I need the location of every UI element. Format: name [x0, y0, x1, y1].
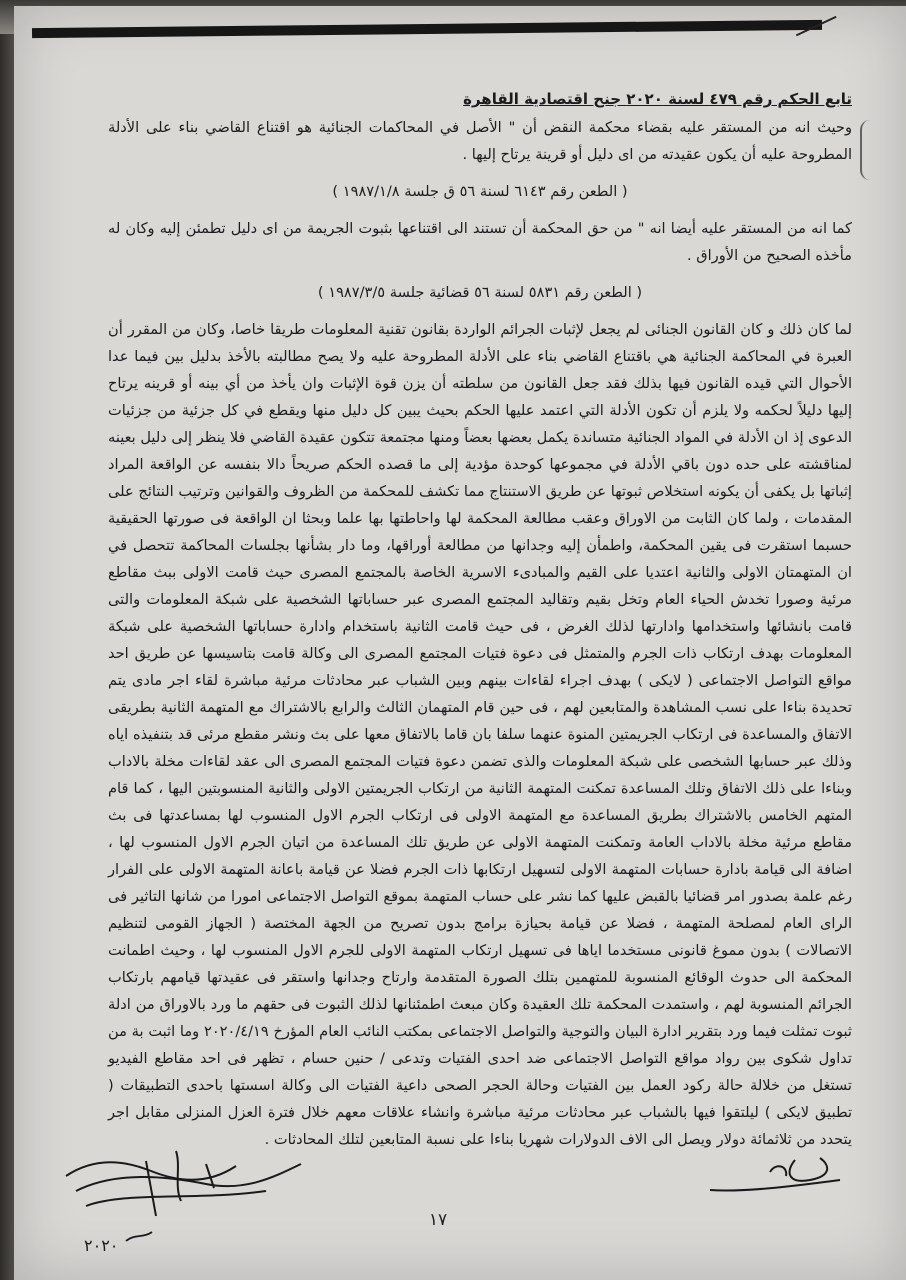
paragraph-3: لما كان ذلك و كان القانون الجنائى لم يجعل لإثبات الجرائم الواردة بقانون تقنية المعلومات طريقا خاصا، وكان من المقرر أن العبرة في المحاكمة الجنائية هي باقتناع القاضي بناء على الأدلة المطروحة عليه ولا يصح مطالبته بالأخذ بدليل بين فيما عدا الأحوال التي قيده القانون فيها بذلك فقد جعل القانون من سلطته أن يزن قوة الإثبات وان يأخذ من أي بينه أو قرينه يرتاح إليها دليلاً لحكمه ولا يلزم أن تكون الأدلة التي اعتمد عليها الحكم بحيث يبين كل دليل منها ويقطع في كل جزئية من جزئيات الدعوى إذ ان الأدلة في المواد الجنائية متساندة يكمل بعضها بعضاً ومنها مجتمعة تتكون عقيدة القاضي فلا ينظر إلى دليل بعينه لمناقشته على حده دون باقي الأدلة في مجموعها كوحدة مؤدية إلى ما قصده الحكم صريحاً دالا بنفسه عن الواقعة المراد إثباتها بل يكفى أن يكونه استخلاص ثبوتها عن طريق الاستنتاج مما تكشف للمحكمة من الظروف والقوانين وترتيب النتائج على المقدمات ، ولما كان الثابت من الاوراق وعقب مطالعة المحكمة لها واحاطتها بها علما وبحثا ان الواقعة فى صورتها الحقيقية حسبما استقرت فى يقين المحكمة، واطمأن إليه وجدانها من مطالعة أوراقها، وما دار بشأنها بجلسات المحاكمة تتحصل في ان المتهمتان الاولى والثانية اعتديا على القيم والمبادىء الاسرية الخاصة بالمجتمع المصرى حيث قامت الاولى ببث مقاطع مرئية وصورا تخدش الحياء العام وتخل بقيم وتقاليد المجتمع المصرى عبر حساباتها الشخصية على شبكة المعلومات والتى قامت بانشائها واستخدامها وادارتها لذلك الغرض ، فى حيث قامت الثانية باستخدام وادارة حساباتها الشخصية على شبكة المعلومات بهدف ارتكاب ذات الجرم والمتمثل فى دعوة فتيات المجتمع المصرى الى وكالة قامت بتاسيسها عن طريق احد مواقع التواصل الاجتماعى ( لايكى ) بهدف اجراء لقاءات بينهم وبين الشباب عبر محادثات مرئية مباشرة لقاء اجر مادى يتم تحديدة بناءا على نسب المشاهدة والمتابعين لهم ، فى حين قام المتهمان الثالث والرابع بالاشتراك مع المتهمة الثانية بطريقى الاتفاق والمساعدة فى ارتكاب الجريمتين المنوة عنهما سلفا بان قاما بالاتفاق معها على بث ونشر مقطع مرئى قد بتنفيذه اياه وذلك عبر حسابها الشخصى على شبكة المعلومات والذى تضمن دعوة فتيات المجتمع المصرى الى عقد لقاءات مخلة بالاداب وبناءا على ذلك الاتفاق وتلك المساعدة تمكنت المتهمة الثانية من ارتكاب الجريمتين الاولى والثانية المنسوبتين اليها ، كما قام المتهم الخامس بالاشتراك بطريق المساعدة مع المتهمة الاولى فى ارتكاب الجرم الاول المنسوب لها بمساعدتها فى بث مقاطع مرئية مخلة بالاداب العامة وتمكنت المتهمة الاولى عن طريق تلك المساعدة من اتيان الجرم الاول المنسوب لها ، اضافة الى قيامة بادارة حسابات المتهمة الاولى لتسهيل ارتكابها ذات الجرم فضلا عن قيامة باعانة المتهمة الاولى على الفرار رغم علمة بصدور امر قضائيا بالقبض عليها كما نشر على حساب المتهمة بموقع التواصل الاجتماعى امورا من شانها التاثير فى الراى العام لمصلحة المتهمة ، فضلا عن قيامة بحيازة برامج بدون تصريح من الجهة المختصة ( الجهاز القومى لتنظيم الاتصالات ) بدون مموغ قانونى مستخدما اياها فى تسهيل ارتكاب المتهمة الاولى للجرم الاول المنسوب لها ، وحيث اطمانت المحكمة الى حدوث الوقائع المنسوبة للمتهمين بتلك الصورة المتقدمة وارتاح وجدانها واستقر فى عقيدتها قيامهم بارتكاب الجرائم المنسوبة لهم ، واستمدت المحكمة تلك العقيدة وكان مبعث اطمئنانها لذلك الثبوت فى حقهم ما ورد بالاوراق من ادلة ثبوت تمثلت فيما ورد بتقرير ادارة البيان والتوجية والتواصل الاجتماعى بمكتب النائب العام المؤرخ ٢٠٢٠/٤/١٩ وما اثبت بة من تداول شكوى بين رواد مواقع التواصل الاجتماعى ضد احدى الفتيات وتدعى / حنين حسام ، تظهر فى احد مقاطع الفيديو تستغل من خلالة حالة ركود العمل بين الفتيات وحالة الحجر الصحى داعية الفتيات الى وكالة اسستها باحدى التطبيقات ( تطبيق لايكى ) ليلتقوا فيها بالشباب عبر محادثات مرئية مباشرة وانشاء علاقات معهم خلال فترة العزل المنزلى مقابل اجر يتحدد من ثلاثمائة دولار ويصل الى الاف الدولارات شهريا بناءا على نسبة المتابعين لتلك المحادثات .	[108, 321, 852, 1148]
citation-1: ( الطعن رقم ٦١٤٣ لسنة ٥٦ ق جلسة ١٩٨٧/١/٨ )	[332, 183, 628, 200]
paragraph-1: وحيث انه من المستقر عليه بقضاء محكمة النقض أن " الأصل في المحاكمات الجنائية هو اقتناع القاضي بناء على الأدلة المطروحة عليه أن يكون عقيدته من اى دليل أو قرينة يرتاح إليها .	[108, 119, 852, 163]
paragraph-2: كما انه من المستقر عليه أيضا انه " من حق المحكمة أن تستند الى اقتناعها بثبوت الجريمة من اى دليل تطمئن إليه وكان له مأخذه الصحيح من الأوراق .	[108, 220, 852, 264]
citation-2: ( الطعن رقم ٥٨٣١ لسنة ٥٦ قضائية جلسة ١٩٨٧/٣/٥ )	[317, 284, 643, 301]
signature-right	[700, 1150, 850, 1210]
margin-handwriting	[860, 120, 886, 180]
document-heading: تابع الحكم رقم ٤٧٩ لسنة ٢٠٢٠ جنح اقتصادية القاهرة	[463, 90, 852, 108]
signature-left-date: ٢٠٢٠	[84, 1236, 119, 1255]
document-body	[108, 86, 852, 1153]
page-number: ١٧	[428, 1210, 448, 1230]
